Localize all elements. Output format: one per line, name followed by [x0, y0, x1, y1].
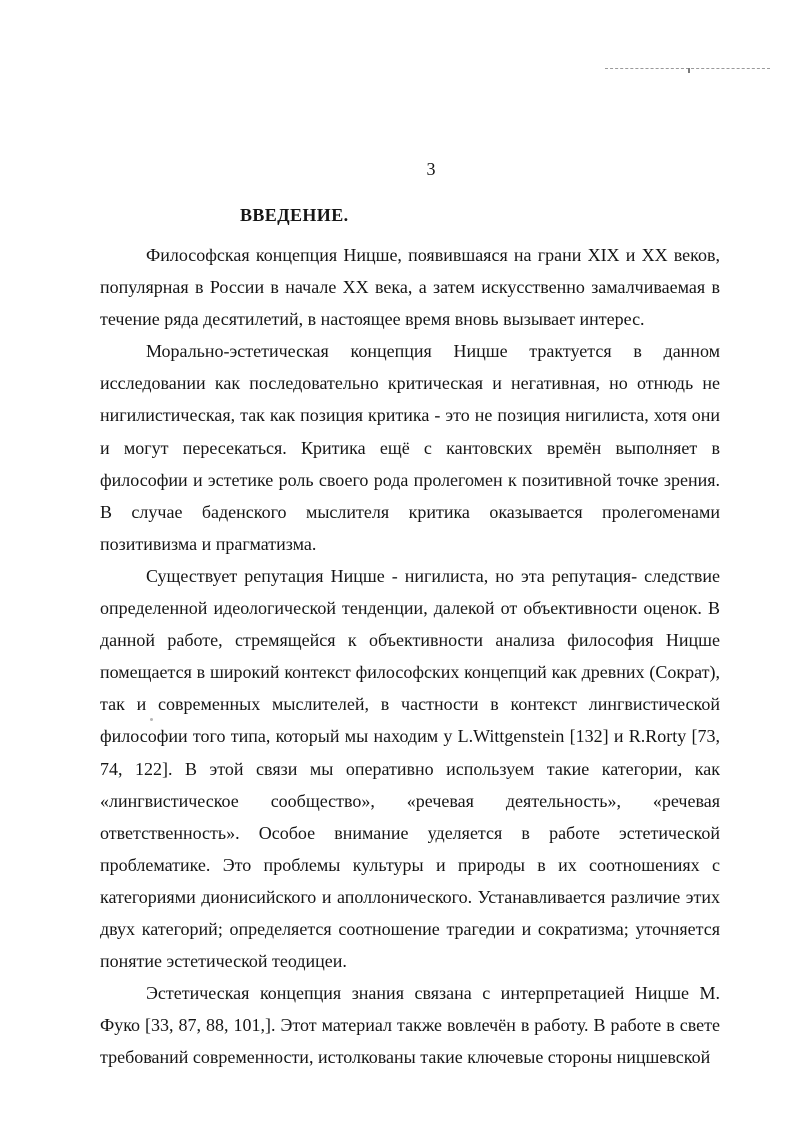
section-heading: ВВЕДЕНИЕ. [240, 205, 349, 225]
scan-artifact-line [605, 68, 770, 72]
body-text [100, 239, 720, 1073]
page-number: 3 [426, 159, 436, 179]
paragraph: Морально-эстетическая концепция Ницше трактуется в данном исследовании как последовательно критическая и негативная, но отнюдь не нигилистическая, так как позиция критика - это не позиция нигилиста, хотя они и могут пересекаться. Критика ещё с кантовских времён выполняет в философии и эстетике роль своего рода пролегомен к позитивной точке зрения. В случае баденского мыслителя критика оказывается пролегоменами позитивизма и прагматизма. [100, 341, 720, 554]
paragraph: Существует репутация Ницше - нигилиста, но эта репутация- следствие определенной идеологической тенденции, далекой от объективности оценок. В данной работе, стремящейся к объективности анализа философия Ницше помещается в широкий контекст философских концепций как древних (Сократ), так и современных мыслителей, в частности в контекст лингвистической философии того типа, который мы находим у L.Wittgenstein [132] и R.Rorty [73, 74, 122]. В этой связи мы оперативно используем такие категории, как «лингвистическое сообщество», «речевая деятельность», «речевая ответственность». Особое внимание уделяется в работе эстетической проблематике. Это проблемы культуры и природы в их соотношениях с категориями дионисийского и аполлонического. Устанавливается различие этих двух категорий; определяется соотношение трагедии и сократизма; уточняется понятие эстетической теодицеи. [100, 565, 720, 972]
paragraph: Эстетическая концепция знания связана с интерпретацией Ницше М. Фуко [33, 87, 88, 101,]. Этот материал также вовлечён в работу. В работе в свете требований современности, истолкованы такие ключевые стороны ницшевской [100, 983, 720, 1068]
paragraph: Философская концепция Ницше, появившаяся на грани XIX и XX веков, популярная в России в начале XX века, а затем искусственно замалчиваемая в течение ряда десятилетий, в настоящее время вновь вызывает интерес. [100, 245, 720, 330]
